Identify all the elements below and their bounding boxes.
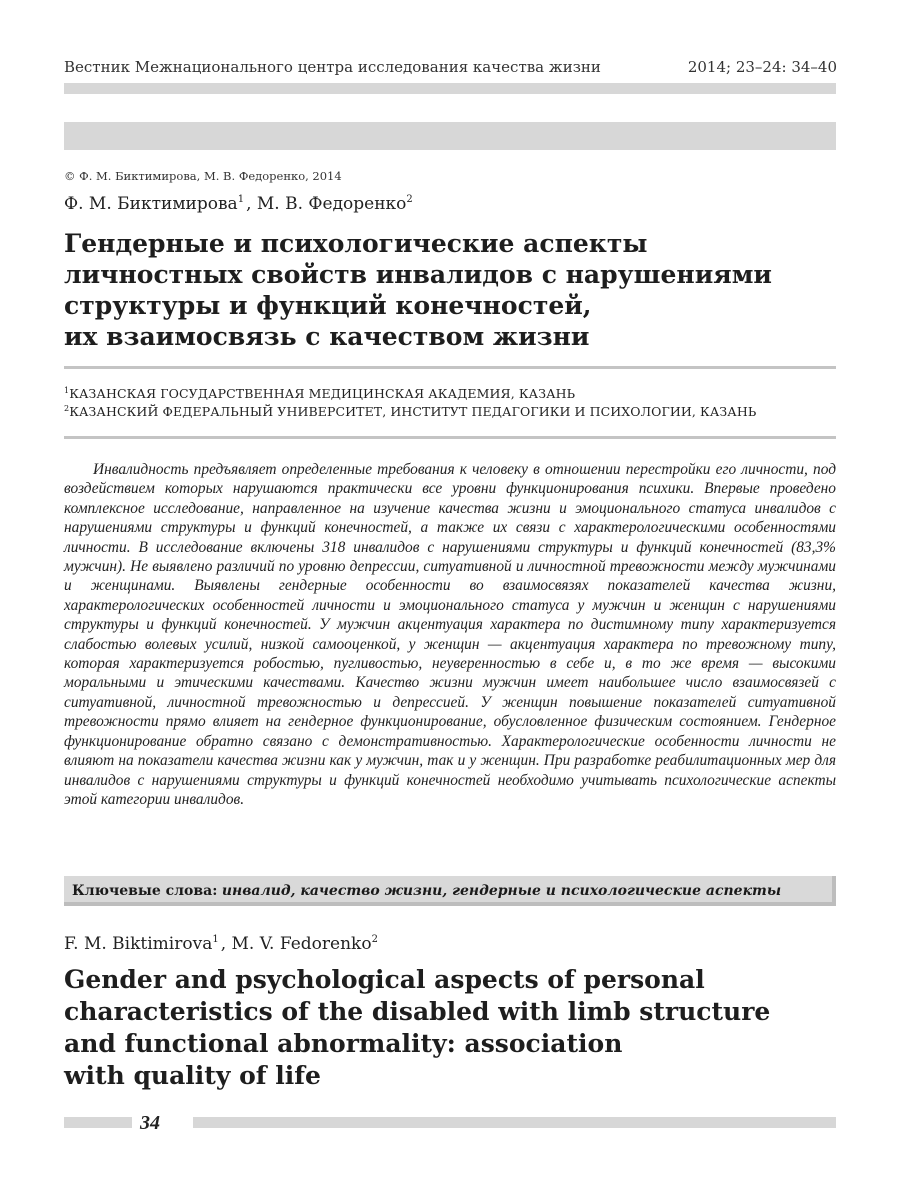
- affiliation-marker: 2: [406, 194, 413, 205]
- authors-en: F. M. Biktimirova$^1$ , M. V. Fedorenko$^2$: [64, 934, 378, 954]
- article-title-ru: [64, 228, 824, 352]
- affiliation-text: КАЗАНСКАЯ ГОСУДАРСТВЕННАЯ МЕДИЦИНСКАЯ АКАДЕМИЯ, КАЗАНЬ: [69, 386, 576, 401]
- affiliation-marker: 2: [371, 934, 378, 945]
- article-title-en: [64, 964, 824, 1092]
- journal-name: Вестник Межнационального центра исследования качества жизни: [64, 58, 601, 76]
- footer-bar-right: [193, 1117, 836, 1128]
- footer-bar-left: [64, 1117, 132, 1128]
- header-divider: [64, 83, 836, 94]
- title-line: их взаимосвязь с качеством жизни: [64, 322, 590, 351]
- title-line: and functional abnormality: association: [64, 1029, 623, 1058]
- title-line: личностных свойств инвалидов с нарушениями: [64, 260, 772, 289]
- copyright-line: © Ф. М. Биктимирова, М. В. Федоренко, 2014: [64, 169, 342, 183]
- keywords-values: инвалид, качество жизни, гендерные и психологические аспекты: [221, 883, 782, 899]
- affiliation-marker: 1: [64, 386, 70, 395]
- title-line: Гендерные и психологические аспекты: [64, 229, 648, 258]
- keywords-line: [72, 883, 781, 899]
- author-name: M. V. Fedorenko: [231, 934, 372, 954]
- title-line: with quality of life: [64, 1061, 321, 1090]
- issue-info: 2014; 23–24: 34–40: [687, 58, 837, 76]
- title-line: структуры и функций конечностей,: [64, 291, 592, 320]
- affiliation-marker: 1: [237, 194, 245, 205]
- affiliation-marker: 2: [64, 404, 70, 413]
- abstract: Инвалидность предъявляет определенные требования к человеку в отношении перестройки его личности, под воздействием которых нарушаются практически все уровни функционирования психики. Впервые проведено комплексное исследование, направленное на изучение качества жизни и эмоционального статуса инвалидов с нарушениями структуры и функций конечностей, а также их связи с характерологическими особенностями личности. В исследование включены 318 инвалидов с нарушениями структуры и функций конечностей (83,3% мужчин). Не выявлено различий по уровню депрессии, ситуативной и личностной тревожности между мужчинами и женщинами. Выявлены гендерные особенности во взаимосвязях показателей качества жизни, характерологических особенностей личности и эмоционального статуса у мужчин и женщин с нарушениями структуры и функций конечностей. У мужчин акцентуация характера по дистимному типу характеризуется слабостью волевых усилий, низкой самооценкой, у женщин — акцентуация характера по тревожному типу, которая характеризуется робостью, пугливостью, неуверенностью в себе и, в то же время — высокими моральными и этическими качествами. Качество жизни мужчин имеет наибольшее число взаимосвязей с ситуативной, личностной тревожностью и депрессией. У женщин повышение показателей ситуативной тревожности прямо влияет на гендерное функционирование, обусловленное физическим состоянием. Гендерное функционирование обратно связано с демонстративностью. Характерологические особенности личности не влияют на показатели качества жизни как у мужчин, так и у женщин. При разработке реабилитационных мер для инвалидов с нарушениями структуры и функций конечностей необходимо учитывать психологические аспекты этой категории инвалидов.: [64, 461, 836, 808]
- title-line: characteristics of the disabled with limb structure: [64, 997, 771, 1026]
- affiliation-marker: 1: [212, 934, 219, 945]
- title-line: Gender and psychological aspects of personal: [64, 965, 705, 994]
- header-band: [64, 122, 836, 150]
- affiliation-text: КАЗАНСКИЙ ФЕДЕРАЛЬНЫЙ УНИВЕРСИТЕТ, ИНСТИТУТ ПЕДАГОГИКИ И ПСИХОЛОГИИ, КАЗАНЬ: [69, 404, 757, 419]
- keywords-label: Ключевые слова:: [72, 883, 218, 899]
- affiliation-1: [64, 386, 575, 401]
- page-number: 34: [140, 1112, 160, 1134]
- authors-ru: Ф. М. Биктимирова$^1$ , М. В. Федоренко$^2$: [64, 194, 413, 214]
- author-name: Ф. М. Биктимирова: [64, 194, 238, 214]
- affiliations-bottom-rule: [64, 436, 836, 439]
- affiliations-top-rule: [64, 366, 836, 369]
- affiliation-2: [64, 404, 756, 419]
- author-name: F. M. Biktimirova: [64, 934, 213, 954]
- author-name: М. В. Федоренко: [256, 194, 407, 214]
